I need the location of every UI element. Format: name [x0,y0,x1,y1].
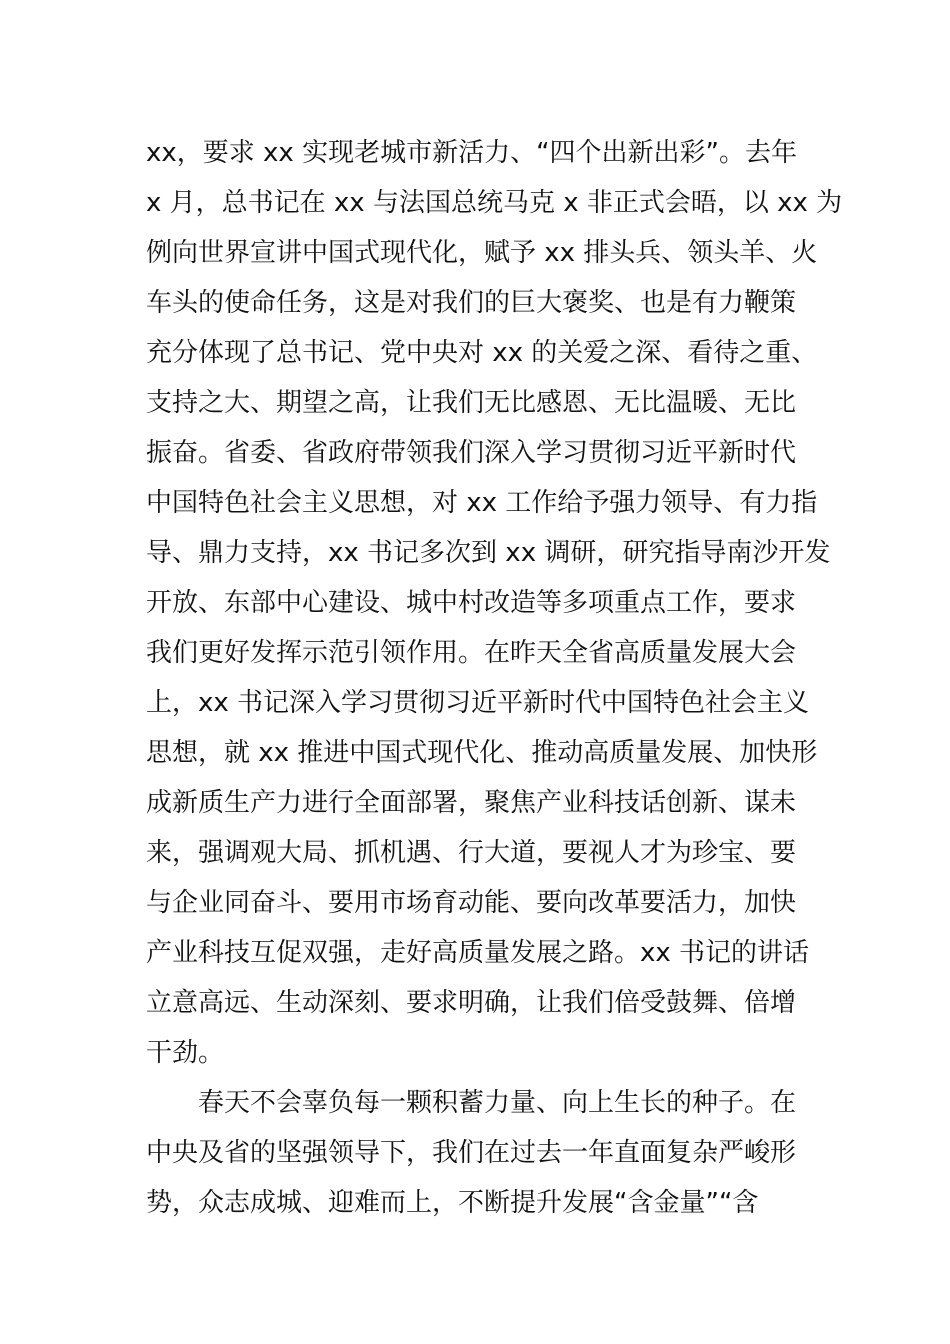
text-line: 产业科技互促双强，走好高质量发展之路。xx 书记的讲话 [146,938,810,968]
text-line: 我们更好发挥示范引领作用。在昨天全省高质量发展大会 [146,638,797,668]
text-line: 立意高远、生动深刻、要求明确，让我们倍受鼓舞、倍增 [146,988,797,1018]
text-line: 导、鼎力支持，xx 书记多次到 xx 调研，研究指导南沙开发 [146,538,831,568]
text-line: 上，xx 书记深入学习贯彻习近平新时代中国特色社会主义 [146,688,810,718]
paragraph-start-line: 春天不会辜负每一颗积蓄力量、向上生长的种子。在 [146,1088,797,1118]
text-line: 成新质生产力进行全面部署，聚焦产业科技话创新、谋未 [146,788,797,818]
text-line: 势，众志成城、迎难而上，不断提升发展“含金量”“含 [146,1188,759,1218]
text-line: 支持之大、期望之高，让我们无比感恩、无比温暖、无比 [146,388,797,418]
text-line: 振奋。省委、省政府带领我们深入学习贯彻习近平新时代 [146,438,797,468]
text-line: 充分体现了总书记、党中央对 xx 的关爱之深、看待之重、 [146,338,818,368]
text-line: 与企业同奋斗、要用市场育动能、要向改革要活力，加快 [146,888,797,918]
text-line: x 月，总书记在 xx 与法国总统马克 x 非正式会晤，以 xx 为 [146,188,843,218]
text-line: 干劲。 [146,1038,225,1068]
text-line: 来，强调观大局、抓机遇、行大道，要视人才为珍宝、要 [146,838,797,868]
text-line: 例向世界宣讲中国式现代化，赋予 xx 排头兵、领头羊、火 [146,238,818,268]
text-line: 中央及省的坚强领导下，我们在过去一年直面复杂严峻形 [146,1138,797,1168]
text-line: 开放、东部中心建设、城中村改造等多项重点工作，要求 [146,588,797,618]
body-text [146,128,843,1228]
text-line: 中国特色社会主义思想，对 xx 工作给予强力领导、有力指 [146,488,818,518]
text-line: xx，要求 xx 实现老城市新活力、“四个出新出彩”。去年 [146,138,798,168]
text-line: 车头的使命任务，这是对我们的巨大褒奖、也是有力鞭策 [146,288,797,318]
text-line: 思想，就 xx 推进中国式现代化、推动高质量发展、加快形 [146,738,818,768]
